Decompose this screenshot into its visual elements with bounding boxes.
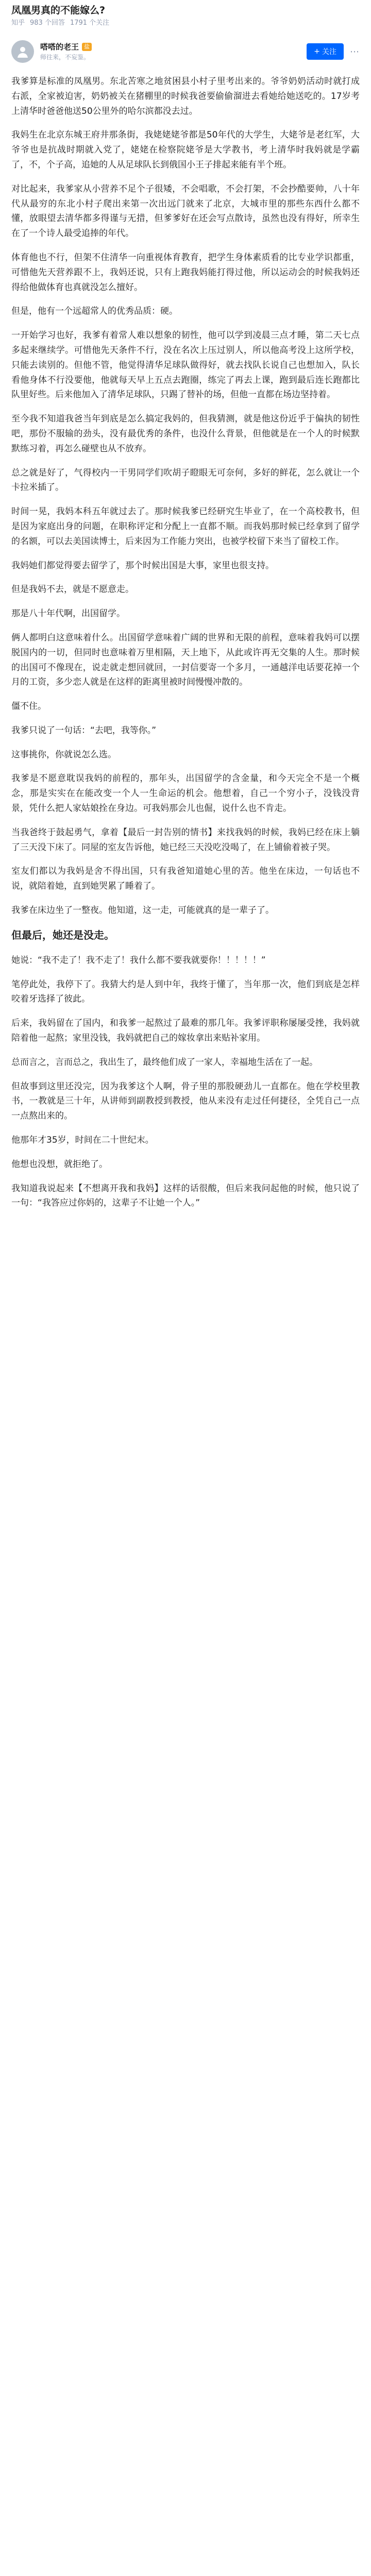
plus-icon: +: [314, 47, 320, 56]
paragraph: 我爹在床边坐了一整夜。他知道，这一走，可能就真的是一辈子了。: [11, 905, 274, 916]
paragraph: 我爹算是标准的凤凰男。东北苦寒之地贫困县小村子里考出来的。爷爷奶奶活动时就打成右派，全家被迫害，奶奶被关在猪棚里的时候我爸要偷偷溜进去看她给她送吃的。17岁考上清华时爸爸他送50公里外的哈尔滨都没去过。: [11, 76, 360, 116]
paragraph: 一开始学习也好，我爹有着常人难以想象的韧性，他可以学到凌晨三点才睡，第二天七点多起来继续学。可惜他先天条件不行，没在名次上压过别人，所以他高考没上这所学校，只能去读别的。但他不管，他觉得清华足球队做得好，就去找队长说自己也想加入，队长看他身体不行没要他，他就每天早上五点去跑圈，练完了再去上课，跑到最后连长跑都比队里好些。后来他加入了清华足球队，只踢了替补的场，但他一直都在场边坚持着。: [11, 330, 360, 400]
paragraph: 我爹是不愿意耽误我妈的前程的，那年头，出国留学的含金量，和今天完全不是一个概念，那是实实在在能改变一个人一生命运的机会。他想着，自己一个穷小子，没钱没背景，凭什么把人家姑娘拴在身边。可我妈那会儿也倔，说什么也不肯走。: [11, 773, 360, 814]
paragraph: 我爹只说了一句话：“去吧，我等你。”: [11, 725, 157, 736]
more-options-icon[interactable]: ⋯: [350, 46, 360, 57]
follow-label: 关注: [322, 48, 336, 56]
question-meta: [11, 18, 360, 29]
paragraph: 后来，我妈留在了国内，和我爹一起熬过了最难的那几年。我爹评职称屡屡受挫，我妈就陪着他一起熬；家里没钱，我妈就把自己的嫁妆拿出来贴补家用。: [11, 1018, 360, 1044]
paragraph: 总而言之，言而总之，我出生了，最终他们成了一家人，幸福地生活在了一起。: [11, 1057, 318, 1067]
paragraph: 俩人都明白这意味着什么。出国留学意味着广阔的世界和无限的前程，意味着我妈可以摆脱国内的一切，但同时也意味着万里相隔，天上地下，从此或许再无交集的人生。那时候的出国可不像现在，说走就走想回就回，一封信要寄一个多月，一通越洋电话要花掉一个月的工资，多少恋人就是在这样的距离里被时间慢慢冲散的。: [11, 632, 360, 688]
paragraph: 笔停此处，我停下了。我猜大约是人到中年，我终于懂了，当年那一次，他们到底是怎样咬着牙选择了彼此。: [11, 979, 360, 1005]
paragraph: 体育他也不行，但架不住清华一向重视体育教育，把学生身体素质看的比专业学识都重，可惜他先天营养跟不上，我妈还说，只有上跑我妈能打得过他，所以运动会的时候我妈还得给他做体育也真就没怎么擅好。: [11, 252, 360, 293]
paragraph: 他想也没想，就拒绝了。: [11, 1159, 108, 1170]
paragraph: 我知道我说起来【不想离开我和我妈】这样的话很酸，但后来我问起他的时候，他只说了一句：“我答应过你妈的，这辈子不让她一个人。”: [11, 1183, 360, 1209]
paragraph: 僵不住。: [11, 701, 46, 712]
paragraph: 我妈生在北京东城王府井那条街，我姥姥姥爷都是50年代的大学生，大姥爷是老红军，大爷爷也是抗战时期就入党了，姥姥在检察院姥爷是大学教书，考上清华时我妈就是学霸了，不，个子高，追她的人从足球队长到俄国小王子排起来能有半个班。: [11, 130, 360, 170]
paragraph: 总之就是好了，气得校内一干男同学们吹胡子瞪眼无可奈何，多好的鲜花，怎么就让一个卡拉米插了。: [11, 467, 360, 493]
paragraph: 他那年才35岁，时间在二十世纪末。: [11, 1135, 154, 1146]
author-info: [40, 41, 307, 62]
author-row: [11, 39, 360, 64]
paragraph: 时间一晃，我妈本科五年就过去了。那时候我爹已经研究生毕业了，在一个高校教书，但是因为家庭出身的问题，在职称评定和分配上一直都不顺。而我妈那时候已经拿到了留学的名额，可以去美国读博士，后来因为工作能力突出，也被学校留下来当了留校工作。: [11, 506, 360, 547]
answer-count: 983 个回答: [30, 19, 65, 27]
paragraph: 那是八十年代啊，出国留学。: [11, 608, 125, 619]
question-title[interactable]: 凤凰男真的不能嫁么?: [11, 5, 106, 16]
follower-count: 1791 个关注: [70, 19, 110, 27]
author-bio: 师往来，不妄鉴。: [40, 54, 90, 61]
paragraph: 但故事到这里还没完，因为我爹这个人啊，骨子里的那股硬劲儿一直都在。他在学校里教书，一教就是三十年，从讲师到副教授到教授，他从来没有走过任何捷径，全凭自己一点一点熬出来的。: [11, 1081, 360, 1122]
answer-body: [11, 74, 360, 1211]
user-avatar-icon: [16, 45, 29, 58]
paragraph: 当我爸终于鼓起勇气，拿着【最后一封告别的情书】来找我妈的时候，我妈已经在床上躺了三天没下床了。同屋的室友告诉他，她已经三天没吃没喝了，在上铺偷着被子哭。: [11, 827, 360, 853]
paragraph: 室友们都以为我妈是舍不得出国，只有我爸知道她心里的苦。他坐在床边，一句话也不说，就陪着她，直到她哭累了睡着了。: [11, 866, 360, 892]
paragraph: 我妈她们都觉得要去留学了，那个时候出国是大事，家里也很支持。: [11, 560, 274, 571]
author-name-line: [40, 41, 307, 53]
paragraph: 这事挑你，你就说怎么选。: [11, 749, 116, 760]
question-header: [11, 0, 360, 29]
paragraph: 至今我不知道我爸当年到底是怎么搞定我妈的，但我猜测，就是他这份近乎于偏执的韧性吧，那份不服输的劲头，没有最优秀的条件，也没什么背景，但他就是在一个人的时候默默练习着，再怎么碰壁也从不放弃。: [11, 414, 360, 454]
avatar[interactable]: [11, 40, 34, 63]
site-name[interactable]: 知乎: [11, 19, 25, 27]
paragraph: 但是，他有一个远超常人的优秀品质：硬。: [11, 306, 178, 317]
highlight-quote: 但最后，她还是没走。: [11, 928, 114, 941]
paragraph: 她说：“我不走了！我不走了！我什么都不要我就要你！！！！！”: [11, 955, 266, 965]
paragraph: 但是我妈不去，就是不愿意走。: [11, 584, 134, 595]
author-name[interactable]: 嗒嗒的老王: [40, 42, 79, 52]
author-badge: 盐: [82, 43, 92, 51]
follow-button[interactable]: [307, 43, 344, 60]
paragraph: 对比起来，我爹家从小营养不足个子很矮，不会唱歌，不会打架，不会抄酷要帅，八十年代从最穷的东北小村子爬出来第一次出远门就来了北京，大城市里的那些东西什么都不懂，放眼望去清华都多得谨与无措，但爹爹好在还会写点散诗，虽然也没有得好，所幸生在了一个诗人最受追捧的年代。: [11, 183, 360, 239]
